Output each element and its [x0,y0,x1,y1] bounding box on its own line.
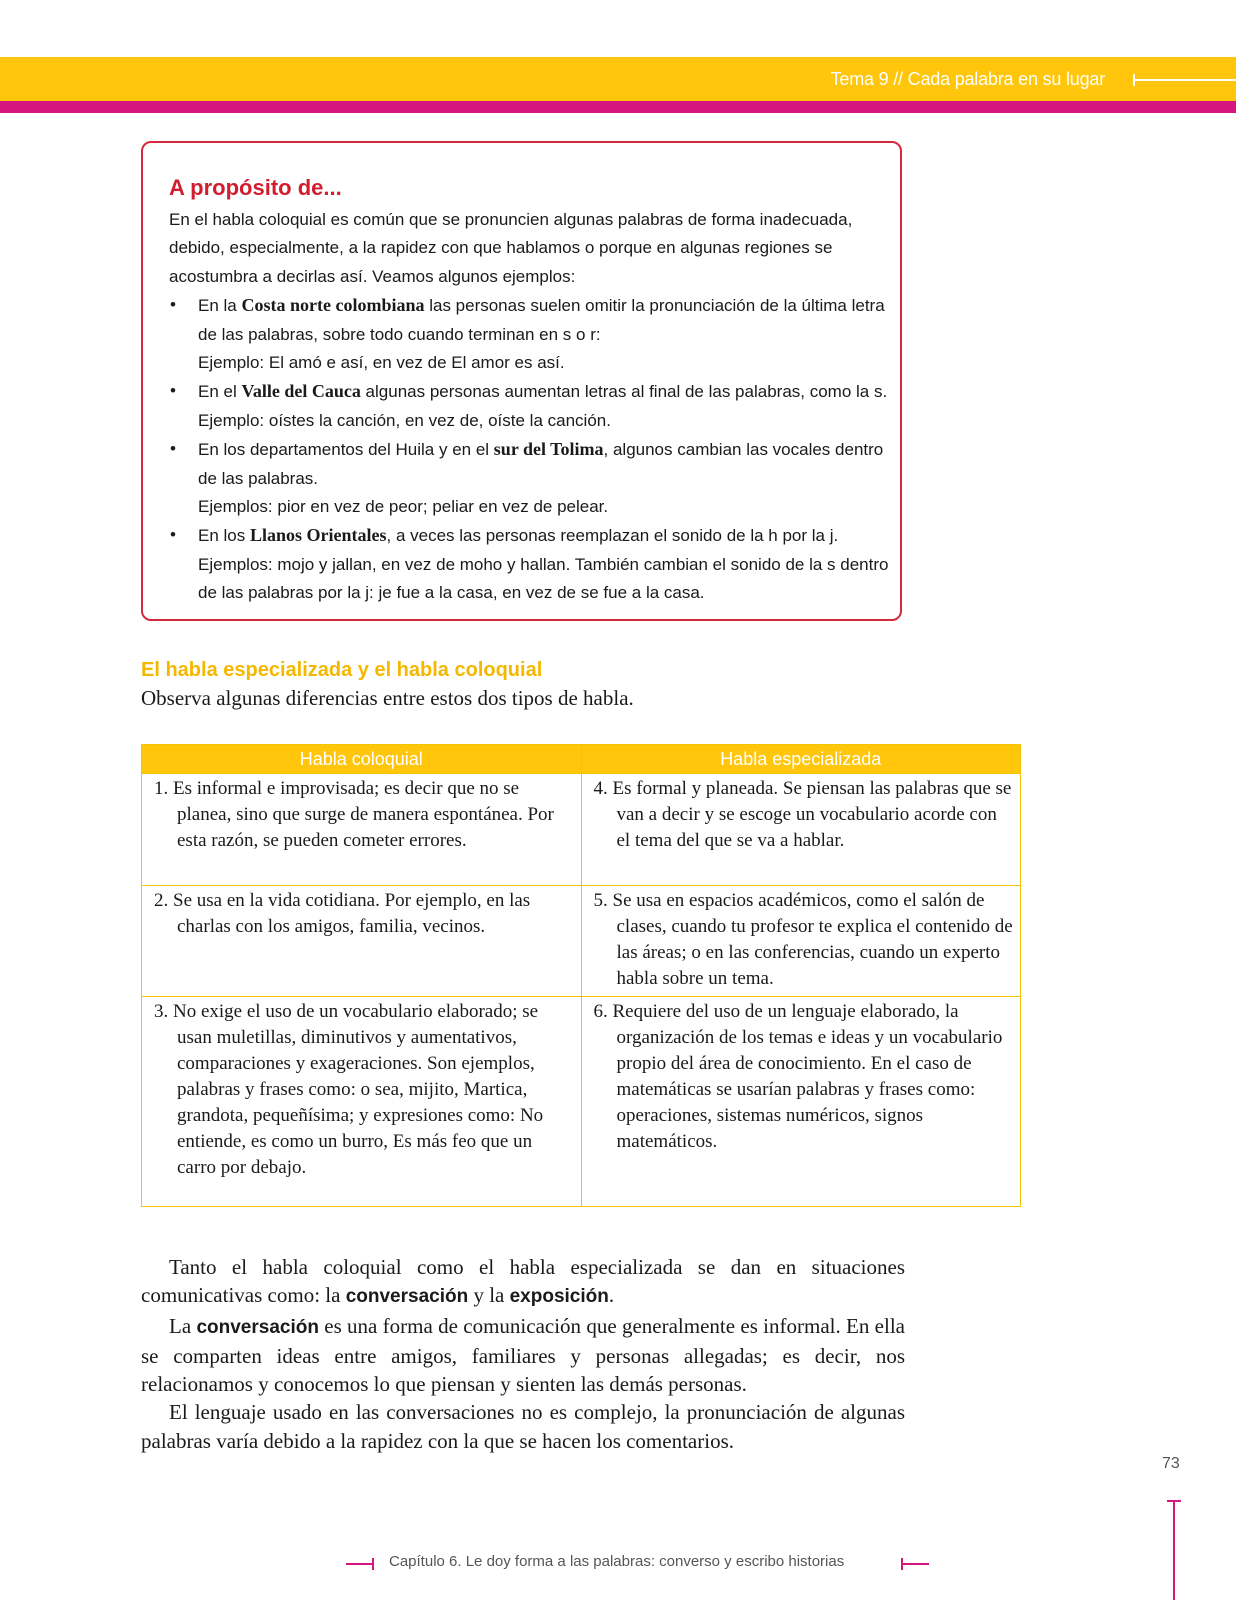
table-row [142,997,1021,1207]
proposito-title: A propósito de... [169,175,342,200]
section-title: El habla especializada y el habla coloquial [141,659,543,681]
header-habla-coloquial: Habla coloquial [142,745,582,774]
proposito-example: Ejemplos: mojo y jallan, en vez de moho y hallan. También cambian el sonido de la s dentro de las palabras por la j: je fue a la casa, en vez de se fue a la casa. [198,554,889,603]
footer [346,1553,926,1577]
table-cell: 4. Es formal y planeada. Se piensan las palabras que se van a decir y se escoge un vocabulario acorde con el tema del que se va a hablar. [581,774,1021,886]
header-rule [1133,79,1236,81]
paragraph-3: El lenguaje usado en las conversaciones no es complejo, la pronunciación de algunas palabras varía debido a la rapidez con la que se hacen los comentarios. [141,1400,905,1453]
footer-tick-left [372,1558,374,1570]
proposito-example: Ejemplo: oístes la canción, en vez de, oíste la canción. [198,410,611,430]
page-number: 73 [1162,1455,1180,1472]
table-cell: 1. Es informal e improvisada; es decir que no se planea, sino que surge de manera espontánea. Por esta razón, se pueden cometer errores. [142,774,582,886]
table-cell: 2. Se usa en la vida cotidiana. Por ejemplo, en las charlas con los amigos, familia, vecinos. [142,886,582,997]
comparison-table [141,744,1021,1207]
table-row [142,774,1021,886]
paragraph-2: La conversación es una forma de comunicación que generalmente es informal. En ella se comparten ideas entre amigos, familiares y personas allegadas; es decir, nos relacionamos y conocemos lo que piensan y sienten las demás personas. [141,1313,905,1397]
table-row [142,886,1021,997]
proposito-bullet-4: • En los Llanos Orientales, a veces las personas reemplazan el sonido de la h por la j. Ejemplos: mojo y jallan, en vez de moho y hallan. También cambian el sonido de la s dentro de las palabras por la j: je fue a la casa, en vez de se fue a la casa. [169,521,889,607]
bullet-icon: • [170,295,176,315]
header-stripe [0,101,1236,113]
table-cell: 6. Requiere del uso de un lenguaje elaborado, la organización de los temas e ideas y un vocabulario propio del área de conocimiento. En el caso de matemáticas se usarían palabras y frases como: operaciones, sistemas numéricos, signos matemáticos. [581,997,1021,1207]
proposito-example: Ejemplo: El amó e así, en vez de El amor es así. [198,353,565,373]
bullet-icon: • [170,525,176,545]
proposito-example: Ejemplos: pior en vez de peor; peliar en vez de pelear. [198,497,609,517]
running-header: Tema 9 // Cada palabra en su lugar [830,69,1105,89]
paragraph-1: Tanto el habla coloquial como el habla especializada se dan en situaciones comunicativas como: la conversación y la exposición. [141,1255,905,1308]
proposito-bullet-2: • En el Valle del Cauca algunas personas aumentan letras al final de las palabras, como la s. Ejemplo: oístes la canción, en vez de, oíste la canción. [169,377,889,435]
proposito-body [169,206,889,608]
proposito-bullet-3: • En los departamentos del Huila y en el sur del Tolima, algunos cambian las vocales dentro de las palabras. Ejemplos: pior en vez de peor; peliar en vez de pelear. [169,435,889,521]
proposito-bullet-1: • En la Costa norte colombiana las personas suelen omitir la pronunciación de la última letra de las palabras, sobre todo cuando terminan en s o r: Ejemplo: El amó e así, en vez de El amor es así. [169,291,889,377]
header-habla-especializada: Habla especializada [581,745,1021,774]
table-cell: 5. Se usa en espacios académicos, como el salón de clases, cuando tu profesor te explica el contenido de las áreas; o en las conferencias, cuando un experto habla sobre un tema. [581,886,1021,997]
table-cell: 3. No exige el uso de un vocabulario elaborado; se usan muletillas, diminutivos y aumentativos, comparaciones y exageraciones. Son ejemplos, palabras y frases como: o sea, mijito, Martica, grandota, pequeñísima; y expresiones como: No entiende, es como un burro, Es más feo que un carro por debajo. [142,997,582,1207]
footer-line-right [903,1563,929,1565]
bullet-icon: • [170,381,176,401]
footer-text: Capítulo 6. Le doy forma a las palabras: converso y escribo historias [389,1553,845,1570]
bullet-icon: • [170,439,176,459]
table-header-row [142,745,1021,774]
proposito-intro: En el habla coloquial es común que se pronuncien algunas palabras de forma inadecuada, debido, especialmente, a la rapidez con que hablamos o porque en algunas regiones se acostumbra a decirlas así. Veamos algunos ejemplos: [169,210,853,286]
body-text [141,1253,905,1455]
proposito-list [169,291,889,607]
footer-line-left [346,1563,372,1565]
section-subtitle: Observa algunas diferencias entre estos dos tipos de habla. [141,686,634,710]
side-rule [1173,1500,1175,1600]
